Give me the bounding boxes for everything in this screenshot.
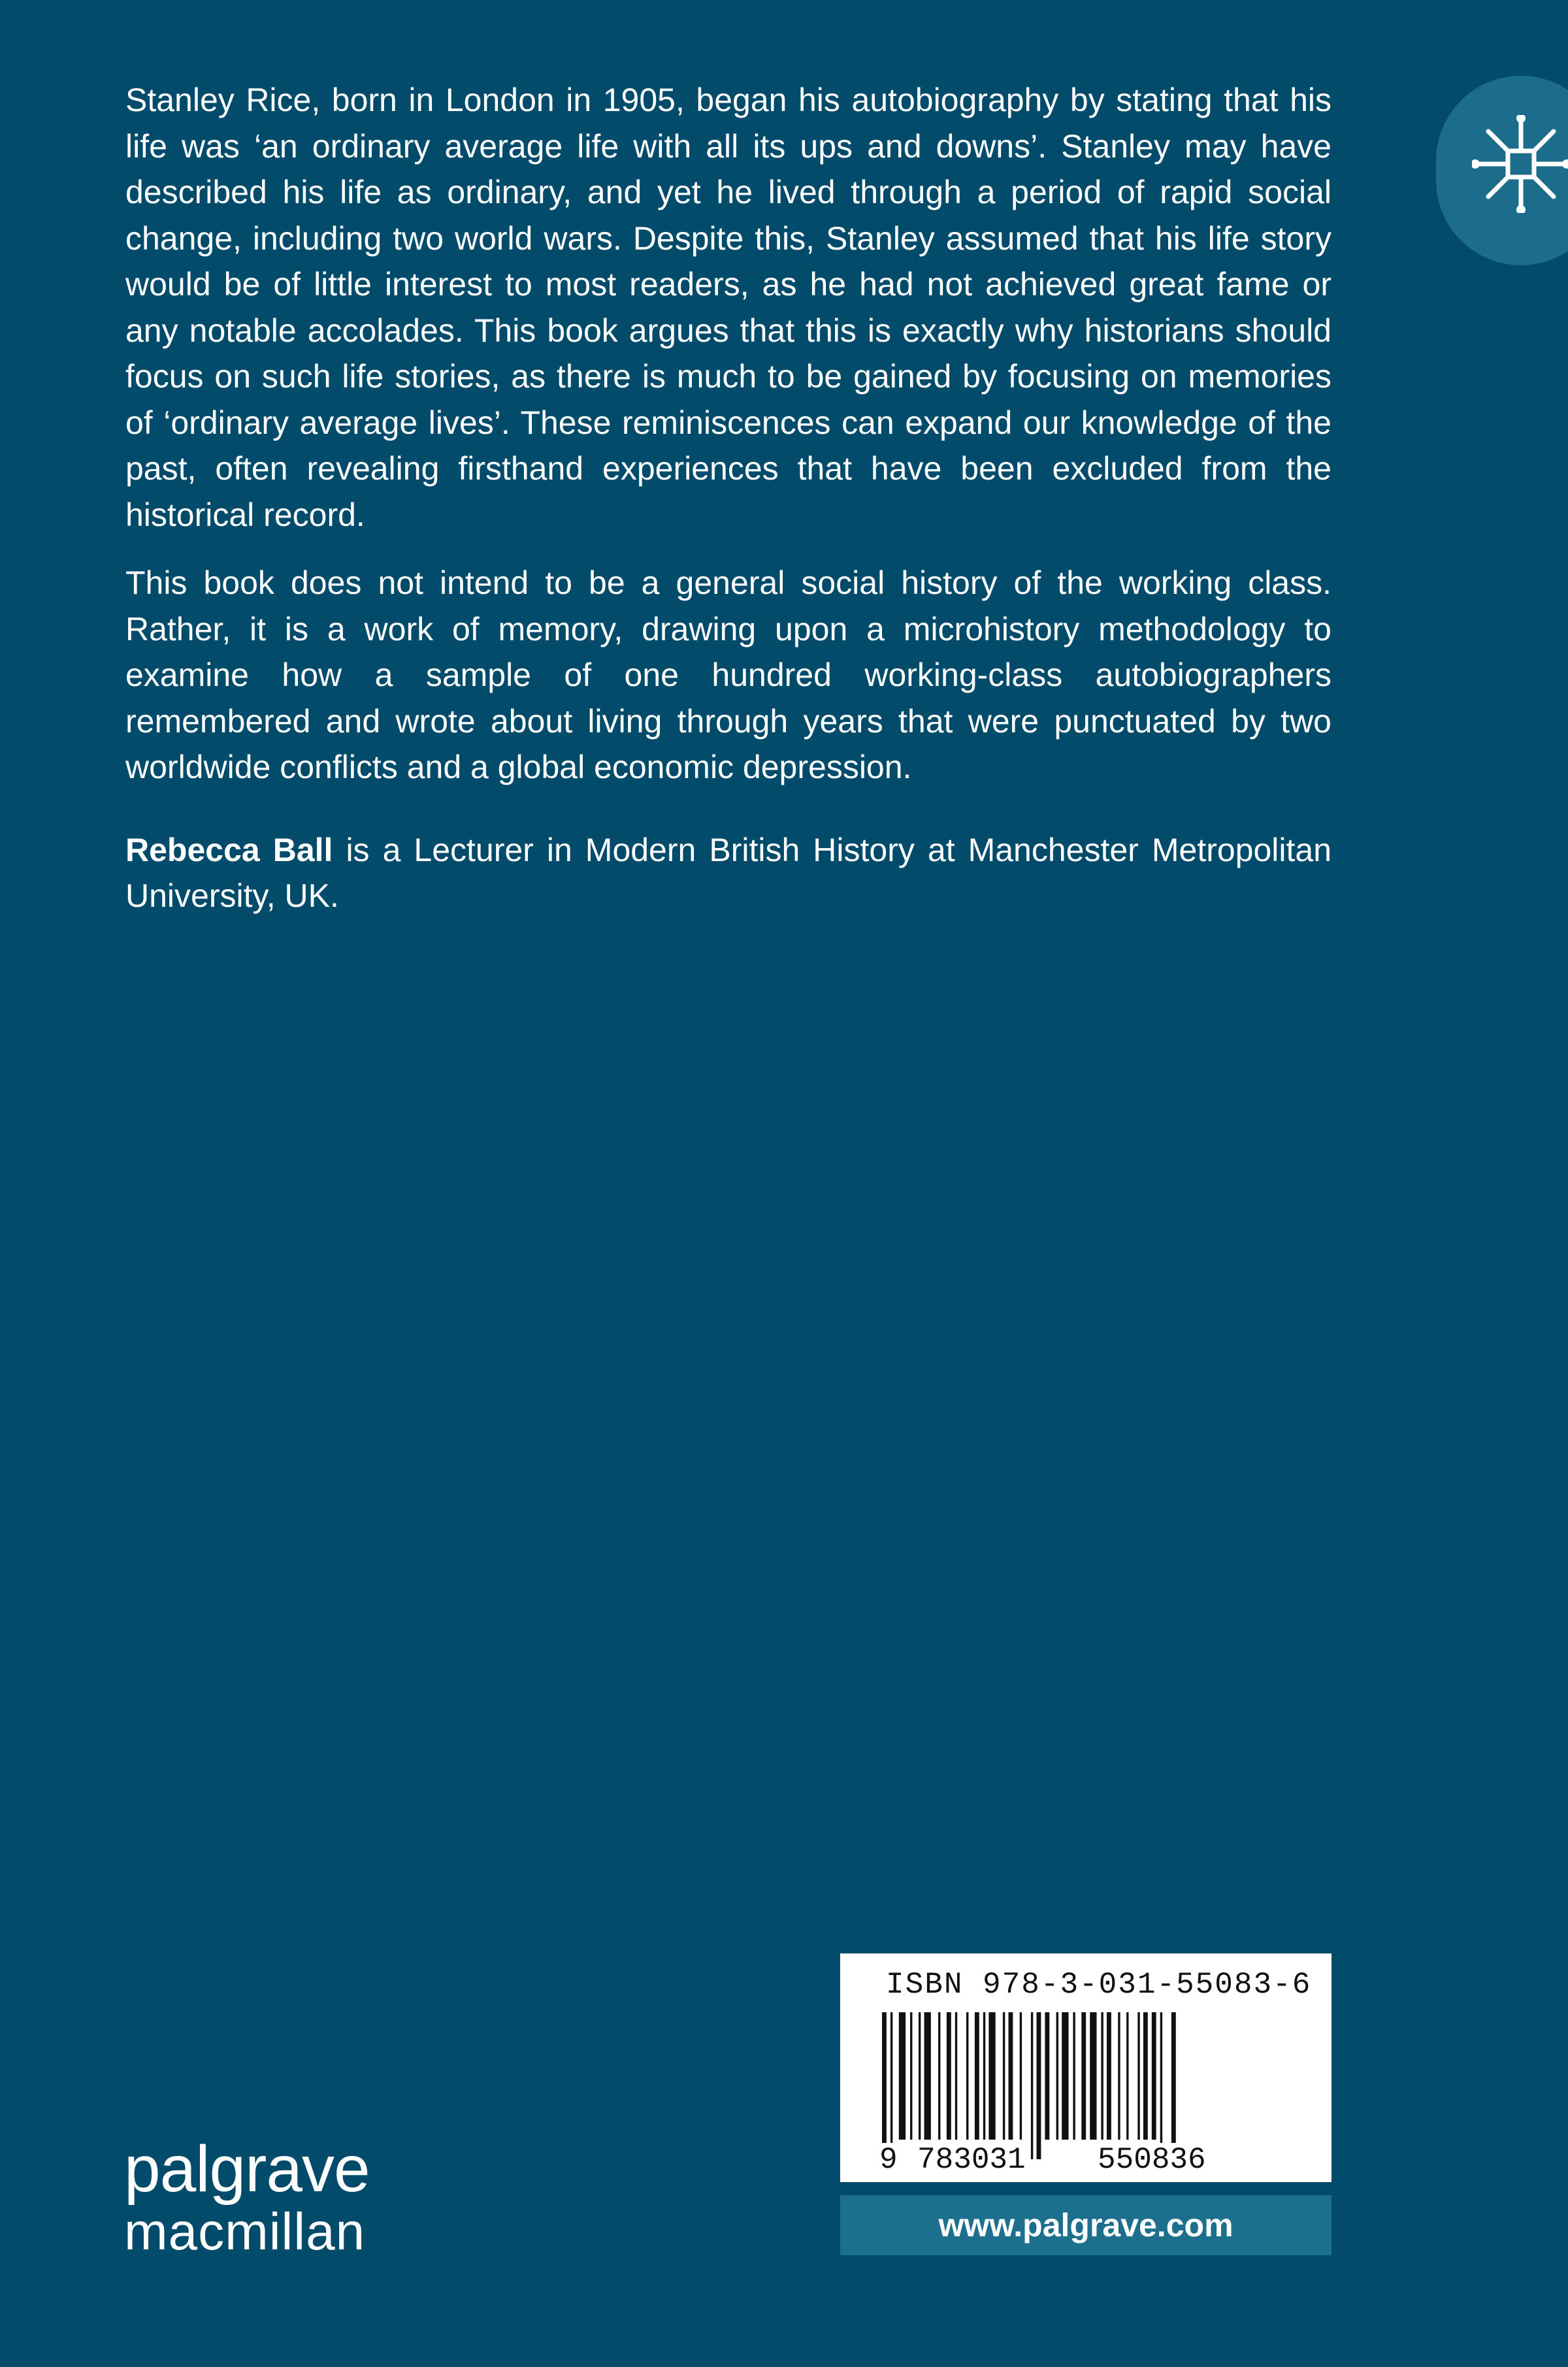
- author-bio-text: is a Lecturer in Modern British History at Manchester Metropolitan University, UK.: [125, 831, 1332, 914]
- barcode-bar: [1081, 2012, 1086, 2140]
- barcode-bar: [1037, 2012, 1041, 2159]
- author-name: Rebecca Ball: [125, 831, 333, 868]
- palgrave-macmillan-logo: [124, 2132, 370, 2261]
- barcode-bar: [1101, 2012, 1103, 2140]
- barcode-bar: [882, 2012, 887, 2159]
- barcode-bar: [1171, 2012, 1176, 2159]
- isbn-label: ISBN 978-3-031-55083-6: [886, 1968, 1312, 2002]
- barcode-digits-right: 550836: [1098, 2143, 1206, 2177]
- palgrave-emblem-icon: [1472, 115, 1568, 213]
- barcode-bar: [910, 2012, 912, 2140]
- barcode-bar: [1160, 2012, 1162, 2159]
- barcode-bar: [1045, 2012, 1049, 2140]
- barcode-digits-left: 783031: [917, 2143, 1026, 2177]
- barcode-bar: [988, 2012, 995, 2140]
- barcode-bars: [879, 2012, 1298, 2163]
- blurb-paragraph-2: This book does not intend to be a general social history of the working class. Rather, it is a work of memory, drawing upon a microhistory methodology to examine how a sample of one hundred working-class autobiographers remembered and wrote about living through years that were punctuated by two worldwide conflicts and a global economic depression.: [125, 564, 1331, 785]
- barcode-bar: [1118, 2012, 1120, 2140]
- publisher-url[interactable]: www.palgrave.com: [840, 2195, 1331, 2255]
- barcode-bar: [955, 2012, 957, 2140]
- barcode-bar: [1073, 2012, 1075, 2140]
- barcode-bar: [1143, 2012, 1148, 2140]
- barcode-bar: [1009, 2012, 1013, 2140]
- logo-line-macmillan: macmillan: [124, 2202, 366, 2261]
- barcode-bar: [890, 2012, 892, 2159]
- barcode-bar: [1062, 2012, 1068, 2140]
- barcode-bar: [899, 2012, 906, 2140]
- publisher-emblem: [1436, 76, 1568, 265]
- back-cover-text: [125, 77, 1331, 941]
- barcode-bar: [919, 2012, 921, 2140]
- barcode-bar: [924, 2012, 931, 2140]
- barcode-bar: [1137, 2012, 1139, 2140]
- barcode-bar: [1020, 2012, 1022, 2140]
- author-bio: [125, 827, 1331, 919]
- barcode-bar: [1031, 2012, 1033, 2159]
- logo-line-palgrave: palgrave: [124, 2132, 370, 2206]
- barcode-bar: [938, 2012, 940, 2140]
- blurb-paragraph-1: Stanley Rice, born in London in 1905, began his autobiography by stating that his life was ‘an ordinary average life with all its ups and downs’. Stanley may have described his life as ordinary, and yet he lived through a period of rapid social change, including two world wars. Despite this, Stanley assumed that his life story would be of little interest to most readers, as he had not achieved great fame or any notable accolades. This book argues that this is exactly why historians should focus on such life stories, as there is much to be gained by focusing on memories of ‘ordinary average lives’. These reminiscences can expand our knowledge of the past, often revealing firsthand experiences that have been excluded from the historical record.: [125, 82, 1331, 533]
- barcode-bar: [1090, 2012, 1096, 2140]
- barcode-bar: [966, 2012, 968, 2140]
- barcode-bar: [1003, 2012, 1005, 2140]
- barcode-bar: [1126, 2012, 1128, 2140]
- barcode-bar: [1152, 2012, 1156, 2140]
- barcode-bar: [947, 2012, 951, 2140]
- barcode-bar: [975, 2012, 979, 2140]
- barcode-digit-first: 9: [879, 2143, 898, 2177]
- barcode-bar: [1107, 2012, 1111, 2140]
- barcode-bar: [1056, 2012, 1058, 2140]
- barcode-bar: [983, 2012, 985, 2140]
- barcode-panel: [840, 1953, 1331, 2182]
